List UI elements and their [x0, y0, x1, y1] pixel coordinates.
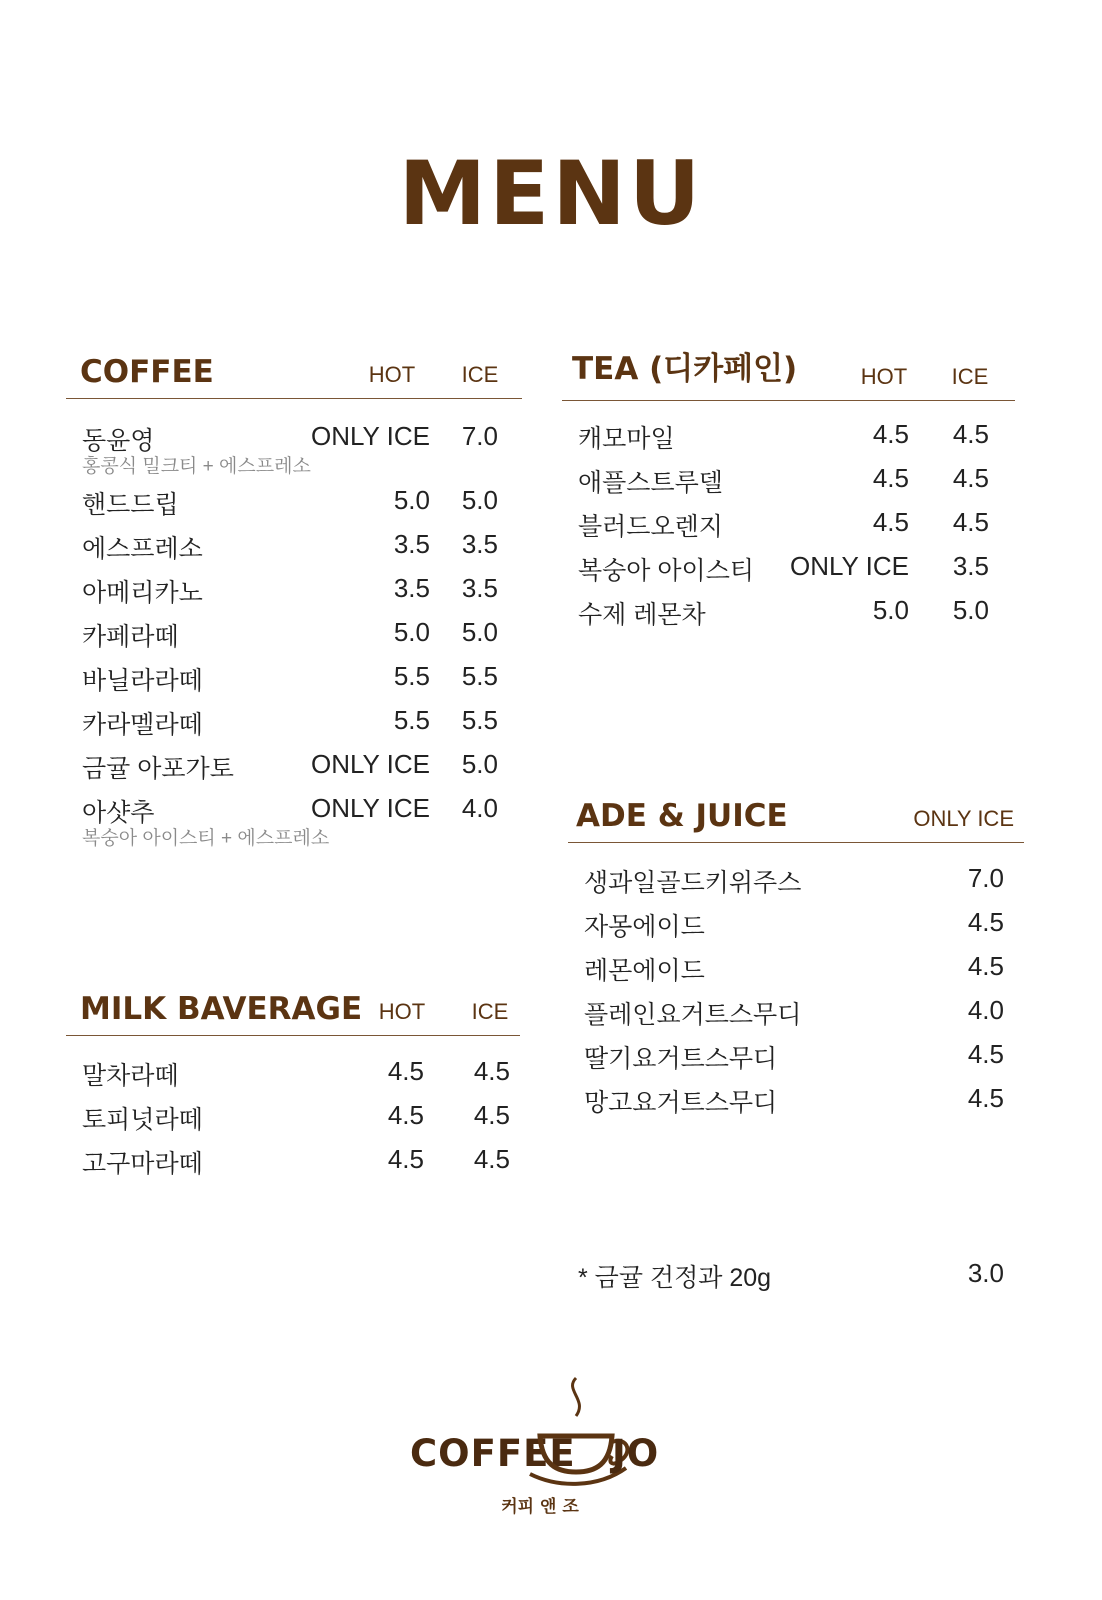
milk-item-hot: 4.5	[387, 1056, 424, 1086]
milk-items	[66, 1036, 520, 1180]
tea-item-row	[562, 543, 1015, 587]
tea-section	[562, 350, 1015, 631]
coffee-item-name: 핸드드립	[82, 491, 179, 519]
logo-word-left: COFFEE	[410, 1432, 576, 1475]
coffee-item-row	[66, 521, 522, 565]
milk-item-row	[66, 1136, 520, 1180]
ade-item-price: 4.0	[967, 995, 1004, 1025]
milk-section	[66, 985, 520, 1180]
ade-title: ADE & JUICE	[576, 798, 788, 834]
milk-item-ice: 4.5	[473, 1144, 510, 1174]
ade-item-row	[568, 987, 1024, 1031]
milk-item-hot: 4.5	[387, 1144, 424, 1174]
tea-item-row	[562, 411, 1015, 455]
coffee-item-ice: 3.5	[461, 573, 498, 603]
coffee-item-ice: 5.5	[461, 661, 498, 691]
coffee-item-name: 아메리카노	[82, 579, 203, 607]
ade-item-row	[568, 899, 1024, 943]
tea-item-name: 블러드오렌지	[578, 513, 723, 541]
coffee-header	[66, 348, 522, 399]
extra-item	[578, 1258, 1018, 1298]
tea-title: TEA (디카페인)	[572, 351, 798, 387]
coffee-item-name: 바닐라라떼	[82, 667, 203, 695]
coffee-jo-logo	[400, 1370, 680, 1530]
ade-section	[568, 792, 1024, 1119]
coffee-item-row	[66, 653, 522, 697]
tea-item-hot: 4.5	[872, 507, 909, 537]
tea-item-ice: 3.5	[952, 551, 989, 581]
coffee-item-row	[66, 565, 522, 609]
tea-item-hot: 5.0	[872, 595, 909, 625]
menu-title: MENU	[398, 142, 704, 245]
coffee-item-hot: 3.5	[393, 529, 430, 559]
ade-item-row	[568, 943, 1024, 987]
coffee-item-ice: 5.0	[461, 485, 498, 515]
ade-only-ice-header: ONLY ICE	[913, 806, 1014, 831]
ade-header	[568, 792, 1024, 843]
coffee-item-ice: 4.0	[461, 793, 498, 823]
milk-hot-header: HOT	[378, 999, 426, 1024]
coffee-hot-header: HOT	[368, 362, 416, 387]
logo-word-right: JO	[612, 1432, 660, 1475]
coffee-item-name: 금귤 아포가토	[82, 755, 234, 783]
coffee-item-name: 아샷추	[82, 799, 155, 827]
coffee-item-hot: 5.0	[393, 617, 430, 647]
coffee-item-row	[66, 697, 522, 741]
tea-ice-header: ICE	[951, 364, 989, 389]
tea-item-hot: 4.5	[872, 419, 909, 449]
coffee-item-hot: ONLY ICE	[311, 793, 430, 823]
coffee-item-hot: 5.5	[393, 705, 430, 735]
ade-item-name: 생과일골드키위주스	[584, 869, 802, 897]
coffee-item-hot: 5.0	[393, 485, 430, 515]
tea-hot-header: HOT	[860, 364, 908, 389]
extra-item-name: * 금귤 건정과 20g	[578, 1264, 772, 1292]
coffee-item-row	[66, 609, 522, 653]
coffee-item-ice: 5.0	[461, 617, 498, 647]
coffee-item-description: 홍콩식 밀크티 + 에스프레소	[82, 456, 311, 477]
tea-item-ice: 4.5	[952, 463, 989, 493]
coffee-item-name: 카페라떼	[82, 623, 179, 651]
coffee-item-ice: 7.0	[461, 421, 498, 451]
tea-item-name: 캐모마일	[578, 425, 675, 453]
tea-item-ice: 5.0	[952, 595, 989, 625]
tea-item-row	[562, 499, 1015, 543]
coffee-item-hot: ONLY ICE	[311, 421, 430, 451]
milk-item-row	[66, 1048, 520, 1092]
ade-item-name: 레몬에이드	[584, 957, 705, 985]
tea-item-name: 복숭아 아이스티	[578, 557, 754, 585]
milk-item-name: 고구마라떼	[82, 1150, 203, 1178]
coffee-item-row	[66, 741, 522, 785]
coffee-item-hot: 5.5	[393, 661, 430, 691]
milk-header	[66, 985, 520, 1036]
ade-items	[568, 843, 1024, 1119]
ade-item-price: 4.5	[967, 951, 1004, 981]
milk-item-name: 말차라떼	[82, 1062, 179, 1090]
milk-item-ice: 4.5	[473, 1100, 510, 1130]
tea-item-hot: ONLY ICE	[790, 551, 909, 581]
tea-item-row	[562, 455, 1015, 499]
coffee-section	[66, 348, 522, 849]
tea-item-ice: 4.5	[952, 419, 989, 449]
coffee-item-row	[66, 785, 522, 849]
tea-header	[562, 350, 1015, 401]
ade-item-price: 4.5	[967, 907, 1004, 937]
ade-item-price: 7.0	[967, 863, 1004, 893]
ade-item-name: 플레인요거트스무디	[584, 1001, 802, 1029]
ade-item-name: 자몽에이드	[584, 913, 705, 941]
ade-item-price: 4.5	[967, 1083, 1004, 1113]
milk-title: MILK BAVERAGE	[80, 991, 363, 1027]
ade-item-row	[568, 855, 1024, 899]
tea-item-ice: 4.5	[952, 507, 989, 537]
milk-item-ice: 4.5	[473, 1056, 510, 1086]
milk-item-name: 토피넛라떼	[82, 1106, 203, 1134]
ade-item-name: 망고요거트스무디	[584, 1089, 778, 1117]
ade-item-price: 4.5	[967, 1039, 1004, 1069]
ade-item-name: 딸기요거트스무디	[584, 1045, 778, 1073]
milk-ice-header: ICE	[471, 999, 509, 1024]
tea-item-name: 애플스트루델	[578, 469, 723, 497]
coffee-title: COFFEE	[80, 354, 214, 390]
tea-item-row	[562, 587, 1015, 631]
coffee-item-ice: 5.5	[461, 705, 498, 735]
ade-item-row	[568, 1031, 1024, 1075]
coffee-item-row	[66, 477, 522, 521]
tea-items	[562, 401, 1015, 631]
coffee-item-name: 카라멜라떼	[82, 711, 203, 739]
tea-item-name: 수제 레몬차	[578, 601, 706, 629]
milk-item-row	[66, 1092, 520, 1136]
coffee-item-description: 복숭아 아이스티 + 에스프레소	[82, 828, 330, 849]
tea-item-hot: 4.5	[872, 463, 909, 493]
coffee-ice-header: ICE	[461, 362, 499, 387]
milk-item-hot: 4.5	[387, 1100, 424, 1130]
coffee-item-ice: 5.0	[461, 749, 498, 779]
coffee-item-hot: 3.5	[393, 573, 430, 603]
coffee-item-ice: 3.5	[461, 529, 498, 559]
coffee-item-row	[66, 413, 522, 477]
coffee-item-hot: ONLY ICE	[311, 749, 430, 779]
coffee-item-name: 동윤영	[82, 427, 155, 455]
ade-item-row	[568, 1075, 1024, 1119]
logo-korean: 커피 앤 조	[501, 1497, 579, 1517]
coffee-item-name: 에스프레소	[82, 535, 203, 563]
extra-item-price: 3.0	[967, 1258, 1004, 1288]
coffee-items	[66, 399, 522, 849]
